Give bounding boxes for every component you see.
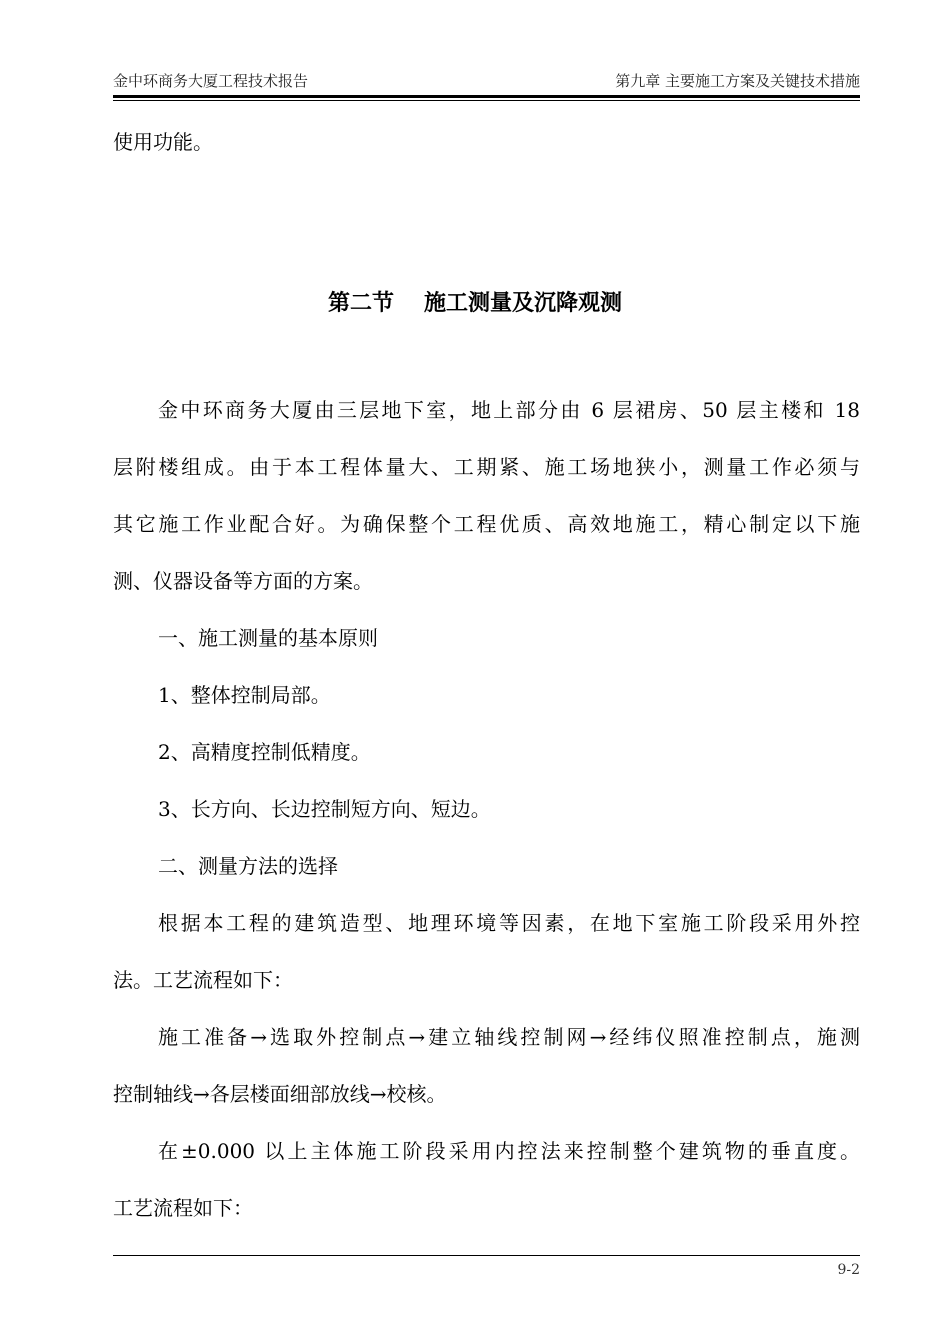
flow-line-2: 控制轴线→各层楼面细部放线→校核。 — [113, 1082, 447, 1106]
intro-line-4: 测、仪器设备等方面的方案。 — [113, 569, 373, 593]
principle-item-3: 3、长方向、长边控制短方向、短边。 — [158, 797, 491, 821]
header-rule-thick — [113, 95, 860, 98]
page-header — [113, 70, 860, 94]
intro-line-2: 层附楼组成。由于本工程体量大、工期紧、施工场地狭小，测量工作必须与 — [113, 455, 860, 479]
inner-control-line-1: 在±0.000 以上主体施工阶段采用内控法来控制整个建筑物的垂直度。 — [158, 1139, 860, 1163]
header-report-title: 金中环商务大厦工程技术报告 — [113, 72, 309, 90]
principle-item-2: 2、高精度控制低精度。 — [158, 740, 371, 764]
section-title — [0, 286, 950, 317]
header-rule-thin — [113, 100, 860, 101]
flow-line-1: 施工准备→选取外控制点→建立轴线控制网→经纬仪照准控制点，施测 — [158, 1025, 860, 1049]
page-number: 9-2 — [837, 1262, 860, 1278]
inner-control-line-2: 工艺流程如下： — [113, 1196, 253, 1220]
carryover-text: 使用功能。 — [113, 130, 213, 154]
method-line-2: 法。工艺流程如下： — [113, 968, 293, 992]
intro-line-3: 其它施工作业配合好。为确保整个工程优质、高效地施工，精心制定以下施 — [113, 512, 860, 536]
header-chapter-title: 第九章 主要施工方案及关键技术措施 — [615, 72, 860, 90]
method-line-1: 根据本工程的建筑造型、地理环境等因素，在地下室施工阶段采用外控 — [158, 911, 860, 935]
heading-methods: 二、测量方法的选择 — [158, 854, 338, 878]
intro-line-1: 金中环商务大厦由三层地下室，地上部分由 6 层裙房、50 层主楼和 18 — [158, 398, 860, 422]
section-title-number: 第二节 — [327, 291, 394, 316]
footer-rule — [113, 1255, 860, 1256]
section-title-text: 施工测量及沉降观测 — [424, 291, 623, 316]
principle-item-1: 1、整体控制局部。 — [158, 683, 331, 707]
heading-principles: 一、施工测量的基本原则 — [158, 626, 378, 650]
